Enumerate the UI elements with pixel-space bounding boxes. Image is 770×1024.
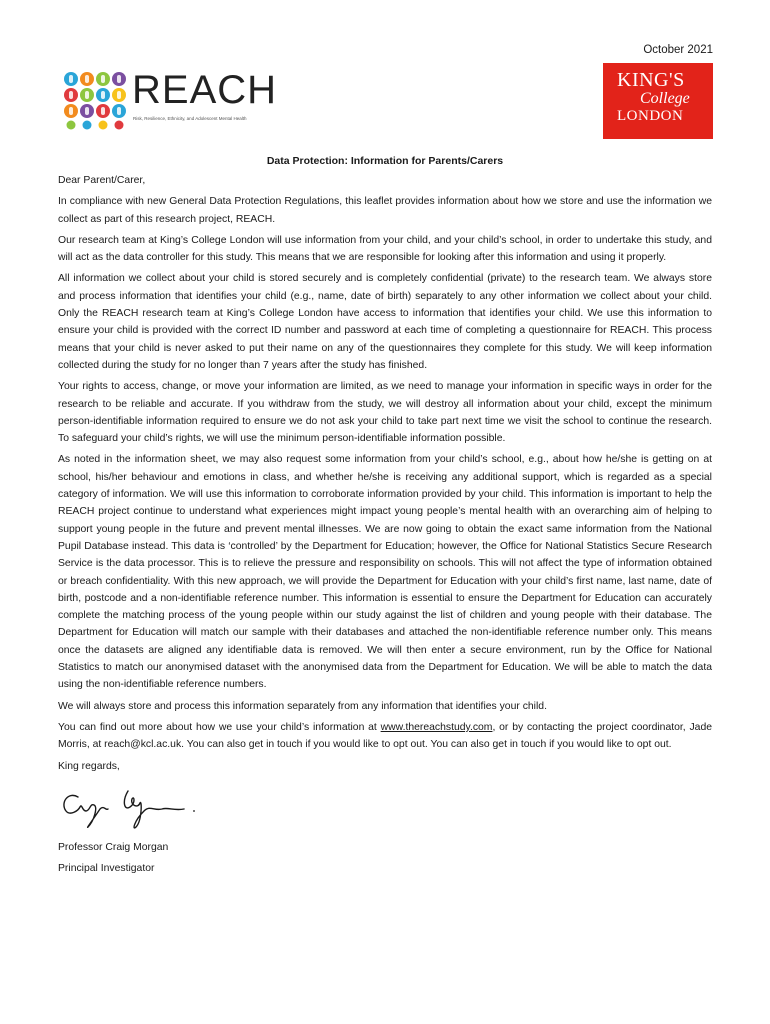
contact-text-before: You can find out more about how we use your child’s information at (58, 721, 381, 733)
kcl-logo-line1: KING'S (617, 69, 685, 91)
kcl-logo-line2: College (640, 90, 690, 107)
reach-wordmark: REACH (132, 68, 278, 112)
document-title: Data Protection: Information for Parents/Carers (266, 155, 504, 167)
kcl-logo (603, 63, 713, 139)
signatory-role: Principal Investigator (58, 863, 155, 875)
signatory-name: Professor Craig Morgan (58, 841, 169, 853)
paragraph: We will always store and process this information separately from any information that identifies your child. (58, 700, 547, 712)
letter-body (58, 172, 712, 881)
paragraph: As noted in the information sheet, we may also request some information from your child’s school, e.g., about how he/she is getting on at school, his/her behaviour and emotions in class, and whether he/she is receiving any additional support, which is regarded as a special category of information. We will use this information to corroborate information provided by your child. This information is important to help the REACH project continue to understand what experiences might impact young people’s mental health with an overarching aim of helping to support young people in the future and prevent mental illnesses. We are now going to obtain the exact same information from the National Pupil Database instead. This data is ‘controlled’ by the Department for Education; however, the Office for National Statistics Secure Research Service is the data processor. This is to relieve the pressure and responsibility on schools. This will not affect the type of information obtained or breach confidentiality. With this new approach, we will provide the Department for Education with your child’s first name, last name, date of birth, postcode and a non-identifiable reference number. This information is essential to ensure the Department for Education can accurately complete the matching process of the young people within our study against the list of children and young people with their database. The Department for Education will match our sample with their databases and attached the non-identifiable reference number only. This means once the datasets are aligned any identifiable data is removed. We will then enter a secure environment, run by the Office for National Statistics to match our anonymised dataset with the anonymised data from the Department for Education. We will be able to match the data using the non-identifiable reference numbers. (58, 454, 712, 691)
paragraph: Our research team at King’s College London will use information from your child, and your child’s school, in order to undertake this study, and will act as the data controller for this study. This means that we are responsible for looking after this information and using it properly. (58, 234, 712, 264)
salutation: Dear Parent/Carer, (58, 175, 146, 186)
closing: King regards, (58, 760, 120, 772)
reach-hands-icon (62, 70, 126, 130)
kcl-logo-line3: LONDON (617, 108, 684, 124)
contact-text-after: , or by contacting the project coordinator, Jade Morris, at reach@kcl.ac.uk. You can also get in touch if you would like to opt out. You can also get in touch if you would like to opt out. (58, 721, 712, 751)
letter-date: October 2021 (643, 44, 713, 56)
contact-paragraph (58, 719, 712, 754)
reach-logo (62, 70, 282, 130)
signature-block (58, 839, 712, 878)
paragraph: Your rights to access, change, or move your information are limited, as we need to manage your information in specific ways in order for the research to be reliable and accurate. If you withdraw from the study, we will destroy all information about your child, except the minimum person-identifiable information required to ensure we do not ask your child to take part next time we visit the school to continue the research. To safeguard your child’s rights, we will use the minimum person-identifiable information possible. (58, 381, 712, 445)
signature-image (58, 781, 208, 833)
paragraph: All information we collect about your child is stored securely and is completely confidential (private) to the research team. We always store and process information that identifies your child (e.g., name, date of birth) separately to any other information we collect about your child. Only the REACH research team at King’s College London have access to information that identifies your child. We use this information to ensure your child is provided with the correct ID number and password at each time of completing a questionnaire for REACH. This process means that your child is never asked to put their name on any of the questionnaires they complete for this study. We will keep information collected during the study for no longer than 7 years after the study has finished. (58, 273, 712, 371)
reach-tagline: Risk, Resilience, Ethnicity, and Adolescent Mental Health (133, 116, 247, 121)
reach-study-link[interactable]: www.thereachstudy.com (380, 721, 493, 733)
paragraph: In compliance with new General Data Protection Regulations, this leaflet provides information about how we store and use the information we collect as part of this research project, REACH. (58, 196, 712, 225)
